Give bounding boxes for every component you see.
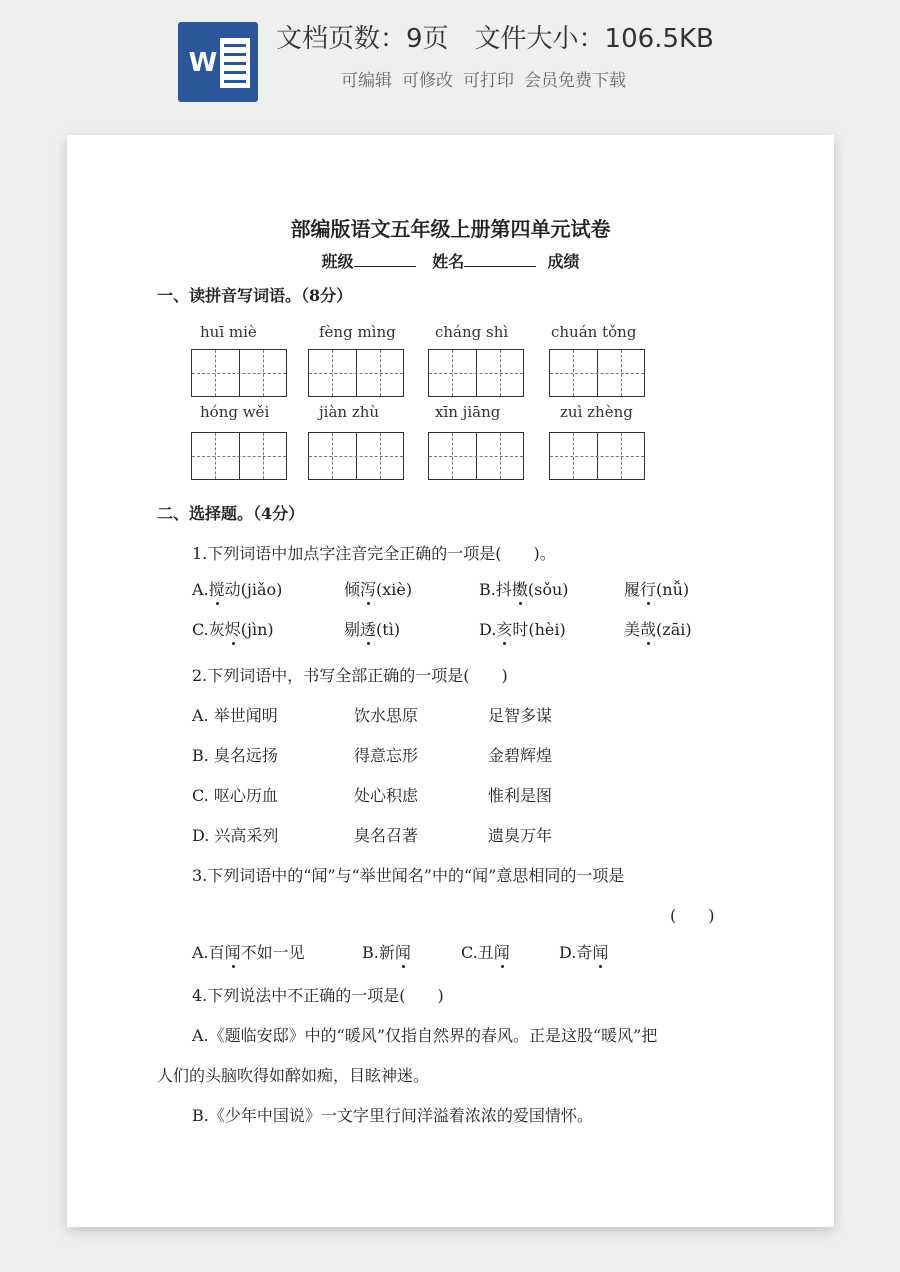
feature-modifiable: 可修改	[402, 71, 453, 91]
pinyin-7: xīn jiāng	[435, 403, 501, 421]
document-page	[67, 135, 834, 1227]
q2-option-a: A. 举世闻明	[192, 706, 278, 725]
emphasis-dot-char: 闻	[224, 943, 241, 962]
pinyin-5: hóng wěi	[200, 403, 270, 421]
pinyin-4: chuán tǒng	[551, 323, 637, 341]
writing-grid-1[interactable]	[191, 349, 287, 397]
emphasis-dot-char: 擞	[511, 580, 528, 599]
word-icon-letter: W	[186, 38, 220, 88]
q1-option-c2: 剔透(tì)	[344, 620, 401, 639]
class-label: 班级	[321, 252, 354, 271]
emphasis-dot-char: 闻	[493, 943, 510, 962]
word-icon-doc-lines	[220, 38, 250, 88]
writing-grid-7[interactable]	[428, 432, 524, 480]
q2-option-b-word3: 金碧辉煌	[488, 746, 553, 765]
pinyin-1: huī miè	[200, 323, 257, 341]
q4-option-a-line1: A.《题临安邸》中的“暖风”仅指自然界的春风。正是这股“暖风”把	[192, 1026, 658, 1045]
q2-option-c-word2: 处心积虑	[354, 786, 419, 805]
feature-list	[341, 66, 636, 91]
q2-option-d-word2: 臭名召著	[354, 826, 419, 845]
q2-option-c: C. 呕心历血	[192, 786, 278, 805]
q1-option-b1: B.抖擞(sǒu)	[479, 580, 569, 599]
emphasis-dot-char: 烬	[224, 620, 241, 639]
q4-option-b: B.《少年中国说》一文字里行间洋溢着浓浓的爱国情怀。	[192, 1106, 593, 1125]
q2-option-b-word2: 得意忘形	[354, 746, 419, 765]
q1-option-b2: 履行(nǚ)	[624, 580, 690, 599]
section-2-title: 二、选择题。（4分）	[157, 504, 305, 523]
doc-stats	[276, 18, 740, 55]
pinyin-8: zuì zhèng	[560, 403, 633, 421]
q2-option-a-word2: 饮水思原	[354, 706, 419, 725]
writing-grid-4[interactable]	[549, 349, 645, 397]
pinyin-6: jiàn zhù	[319, 403, 380, 421]
q3-option-b: B.新闻	[362, 943, 411, 962]
q2-stem: 2.下列词语中，书写全部正确的一项是( )	[192, 666, 508, 685]
class-blank	[354, 250, 416, 267]
emphasis-dot-char: 闻	[394, 943, 411, 962]
page-count-label: 文档页数：9页	[276, 24, 449, 54]
emphasis-dot-char: 闻	[592, 943, 609, 962]
q3-option-d: D.奇闻	[559, 943, 609, 962]
pinyin-3: cháng shì	[435, 323, 509, 341]
writing-grid-8[interactable]	[549, 432, 645, 480]
q2-option-c-word3: 惟利是图	[488, 786, 553, 805]
q3-option-c: C.丑闻	[461, 943, 510, 962]
section-1-title: 一、读拼音写词语。（8分）	[157, 286, 353, 305]
q1-option-a2: 倾泻(xiè)	[344, 580, 413, 599]
emphasis-dot-char: 行	[640, 580, 657, 599]
q1-option-d2: 美哉(zāi)	[624, 620, 692, 639]
q2-option-b: B. 臭名远扬	[192, 746, 278, 765]
writing-grid-5[interactable]	[191, 432, 287, 480]
q1-option-d1: D.亥时(hèi)	[479, 620, 566, 639]
emphasis-dot-char: 搅	[208, 580, 225, 599]
q4-stem: 4.下列说法中不正确的一项是( )	[192, 986, 444, 1005]
name-label: 姓名	[432, 252, 465, 271]
word-icon	[178, 22, 258, 102]
writing-grid-3[interactable]	[428, 349, 524, 397]
q2-option-a-word3: 足智多谋	[488, 706, 553, 725]
emphasis-dot-char: 泻	[360, 580, 377, 599]
emphasis-dot-char: 透	[360, 620, 377, 639]
student-info-line	[67, 249, 834, 272]
q1-stem: 1.下列词语中加点字注音完全正确的一项是( )。	[192, 544, 556, 563]
q3-option-a: A.百闻不如一见	[192, 943, 305, 962]
writing-grid-2[interactable]	[308, 349, 404, 397]
q3-stem: 3.下列词语中的“闻”与“举世闻名”中的“闻”意思相同的一项是	[192, 866, 625, 885]
emphasis-dot-char: 哉	[640, 620, 657, 639]
q1-option-c1: C.灰烬(jìn)	[192, 620, 274, 639]
writing-grid-6[interactable]	[308, 432, 404, 480]
file-size-label: 文件大小：106.5KB	[474, 24, 714, 54]
q2-option-d: D. 兴高采列	[192, 826, 279, 845]
emphasis-dot-char: 亥	[496, 620, 513, 639]
q4-option-a-line2: 人们的头脑吹得如醉如痴，目眩神迷。	[157, 1066, 430, 1085]
feature-editable: 可编辑	[341, 71, 392, 91]
pinyin-2: fèng mìng	[319, 323, 396, 341]
name-blank	[464, 250, 536, 267]
feature-member-download: 会员免费下载	[524, 71, 626, 91]
doc-title: 部编版语文五年级上册第四单元试卷	[290, 217, 611, 241]
feature-printable: 可打印	[463, 71, 514, 91]
q3-answer-paren: ( )	[670, 906, 715, 925]
q2-option-d-word3: 遗臭万年	[488, 826, 553, 845]
score-label: 成绩	[547, 252, 580, 271]
doc-info-header	[0, 0, 900, 120]
q1-option-a1: A.搅动(jiǎo)	[192, 580, 283, 599]
